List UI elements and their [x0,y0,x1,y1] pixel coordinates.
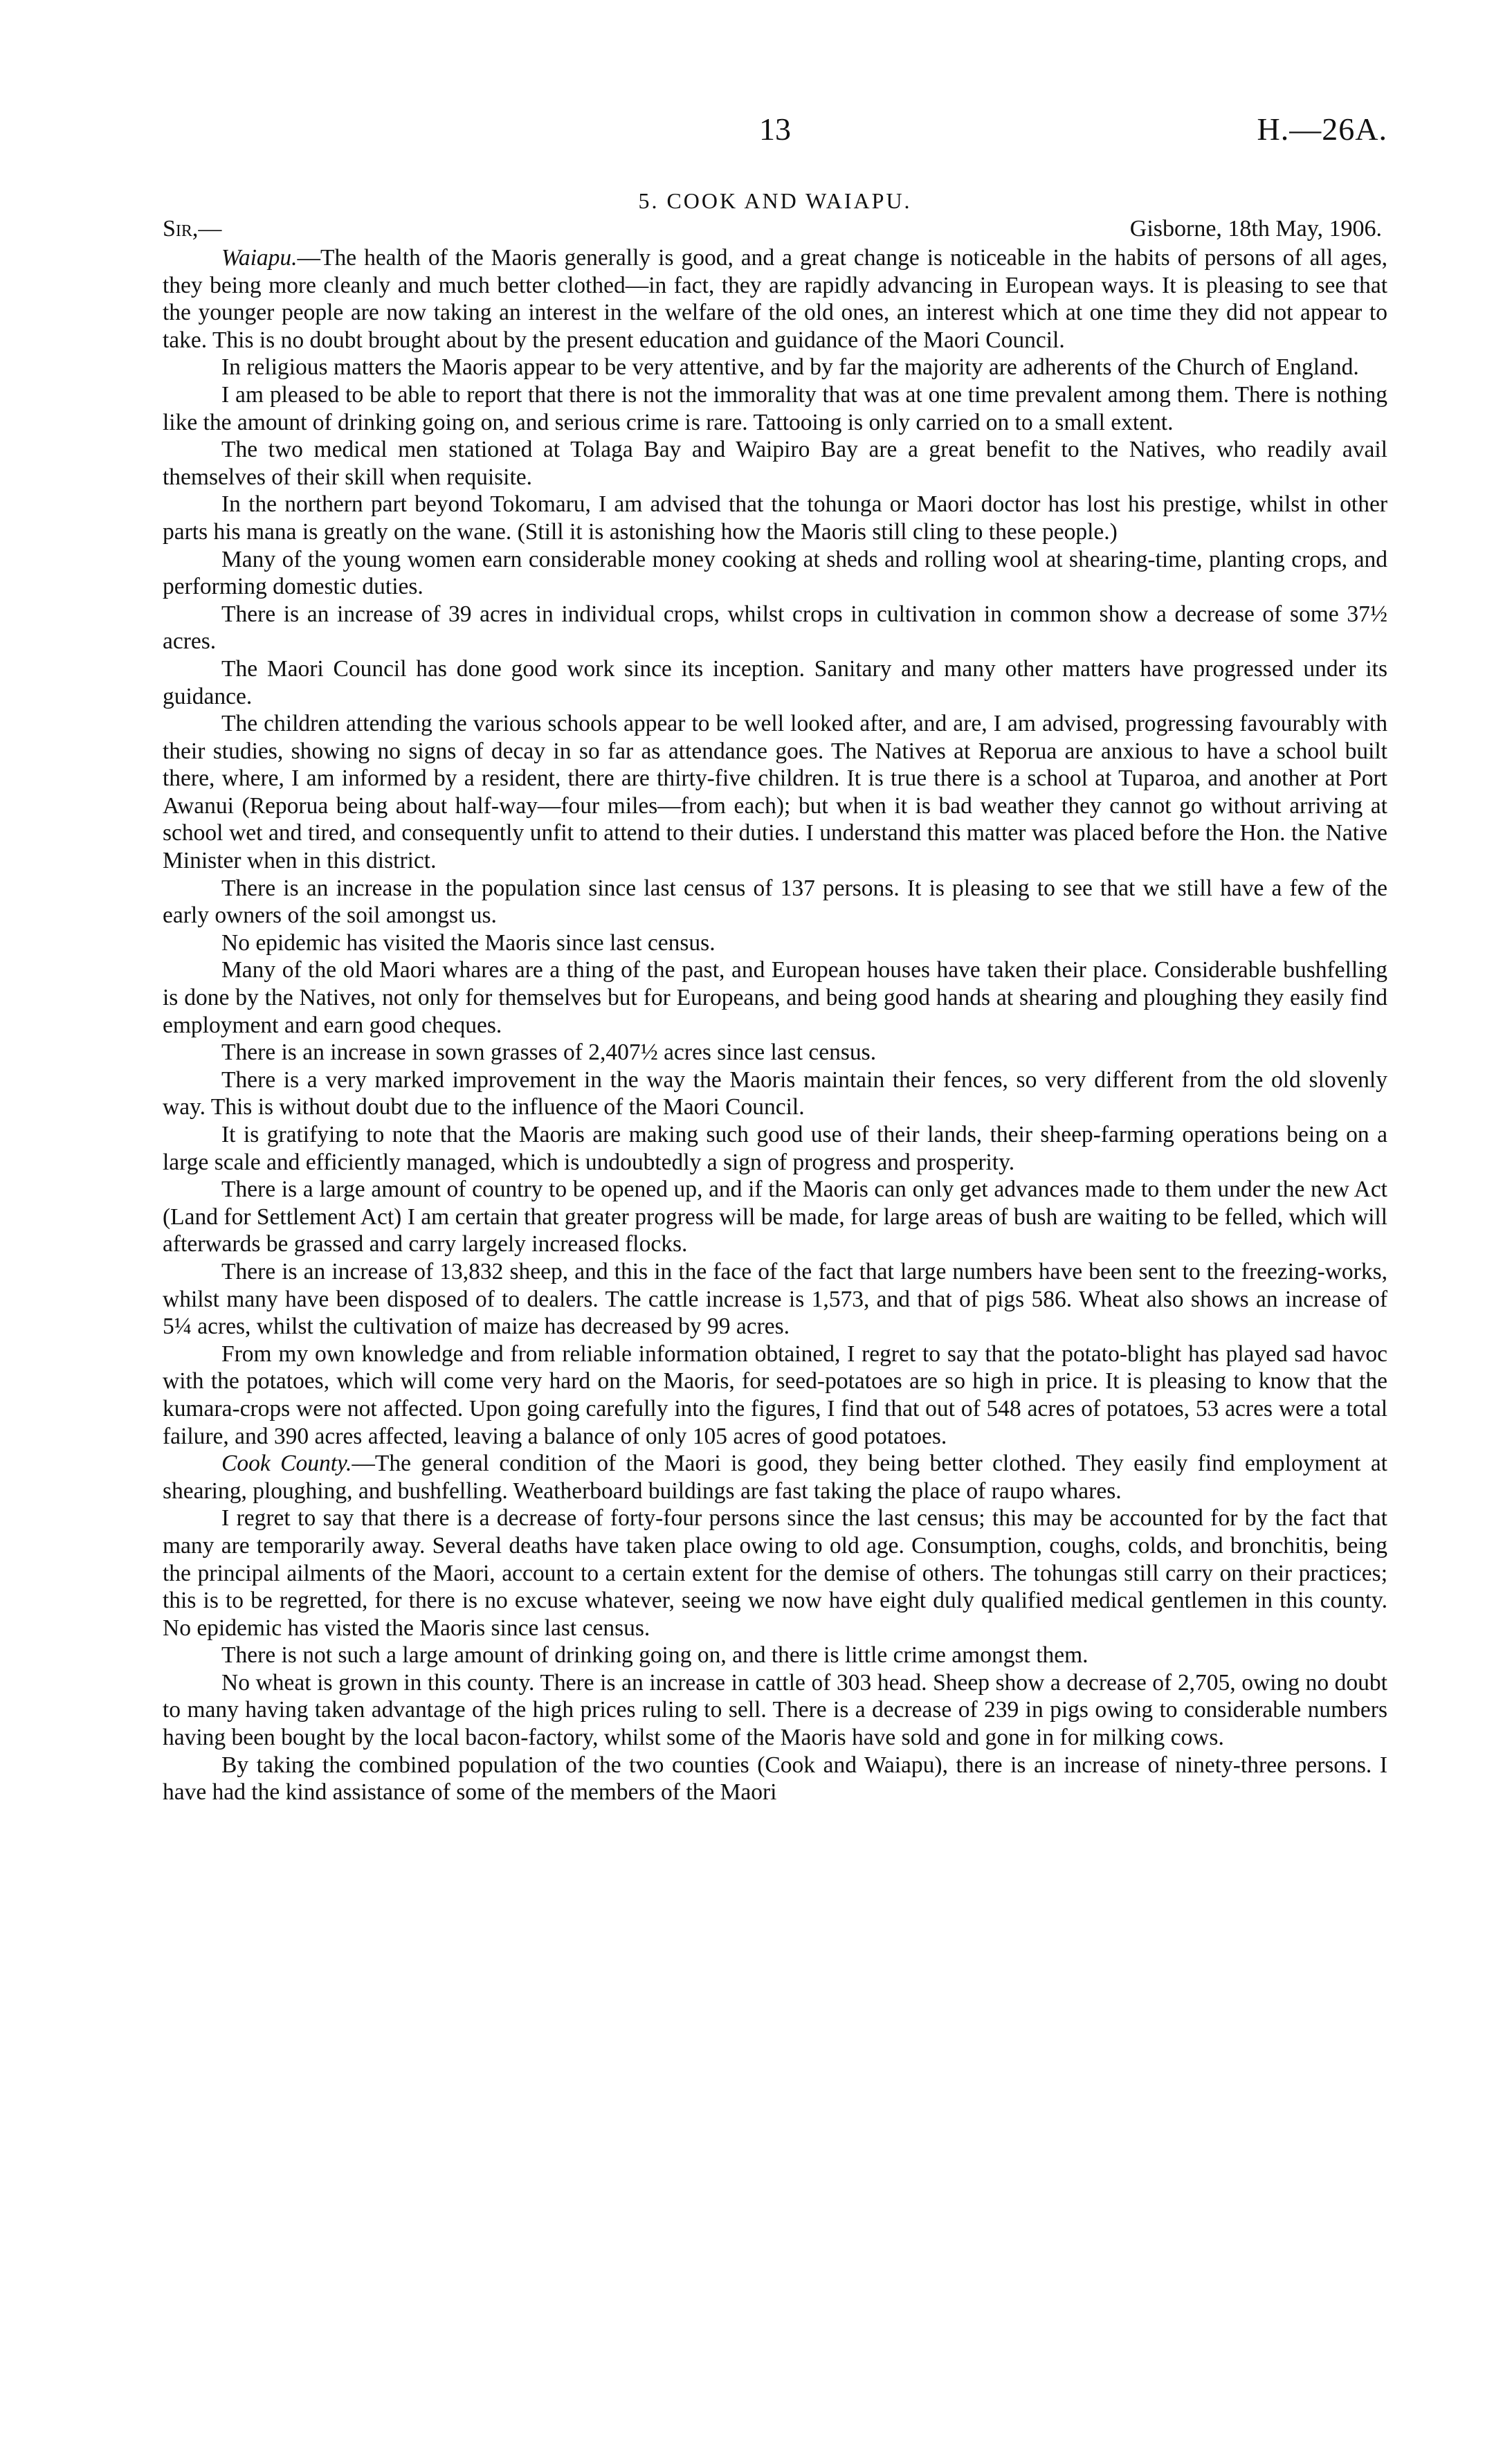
page-number: 13 [759,111,791,147]
body-paragraph [163,929,1387,957]
body-paragraph [163,1176,1387,1258]
paragraph-text: From my own knowledge and from reliable information obtained, I regret to say that the potato-blight has played sad havoc with the potatoes, which will come very hard on the Maoris, for seed-potatoes are so high in price. It is pleasing to know that the kumara-crops were not affected. Upon going carefully into the figures, I find that out of 548 acres of potatoes, 53 acres were a total failure, and 390 acres affected, leaving a balance of only 105 acres of good potatoes. [163,1341,1387,1449]
paragraph-lead: Cook County. [221,1451,352,1477]
paragraph-text: —The health of the Maoris generally is good, and a great change is noticeable in the habits of persons of all ages, they being more cleanly and much better clothed—in fact, they are rapidly advancing in European ways. It is pleasing to see that the younger people are now taking an interest in the welfare of the old ones, an interest which at one time they did not appear to take. This is no doubt brought about by the present education and guidance of the Maori Council. [163,245,1387,353]
page-header [163,111,1387,152]
paragraph-text: Many of the old Maori whares are a thing of the past, and European houses have taken their place. Considerable bushfelling is done by the Natives, not only for themselves but for Europeans, and being good hands at shearing and ploughing they easily find employment and earn good cheques. [163,957,1387,1038]
body-paragraph [163,1505,1387,1642]
body-paragraph [163,1642,1387,1669]
body-paragraph [163,244,1387,354]
body-paragraph [163,875,1387,929]
paragraph-text: There is an increase in the population since last census of 137 persons. It is pleasing to see that we still have a few of the early owners of the soil amongst us. [163,875,1387,929]
body-paragraph [163,1121,1387,1176]
paragraph-text: There is an increase of 13,832 sheep, and this in the face of the fact that large numbers have been sent to the freezing-works, whilst many have been disposed of to dealers. The cattle increase is 1,573, and that of pigs 586. Wheat also shows an increase of 5¼ acres, whilst the cultivation of maize has decreased by 99 acres. [163,1258,1387,1340]
paragraph-lead: Waiapu. [221,245,298,271]
body-paragraph [163,956,1387,1039]
body-paragraph [163,1450,1387,1505]
paragraph-text: The two medical men stationed at Tolaga Bay and Waipiro Bay are a great benefit to the Natives, who readily avail themselves of their skill when requisite. [163,437,1387,490]
paragraph-text: —The general condition of the Maori is good, they being better clothed. They easily find employment at shearing, ploughing, and bushfelling. Weatherboard buildings are fast taking the place of raupo whares. [163,1451,1387,1504]
body-paragraph [163,1066,1387,1121]
paragraph-text: In the northern part beyond Tokomaru, I am advised that the tohunga or Maori doctor has lost his prestige, whilst in other parts his mana is greatly on the wane. (Still it is astonishing how the Maoris still cling to these people.) [163,491,1387,545]
body-paragraph [163,710,1387,875]
body-paragraph [163,655,1387,710]
body-paragraph [163,381,1387,436]
paragraph-text: In religious matters the Maoris appear to be very attentive, and by far the majority are adherents of the Church of England. [221,354,1359,381]
paragraph-text: No epidemic has visited the Maoris since last census. [221,929,716,956]
place-date: Gisborne, 18th May, 1906. [1129,216,1382,242]
body-paragraph [163,491,1387,545]
paragraph-text: There is an increase of 39 acres in individual crops, whilst crops in cultivation in common show a decrease of some 37½ acres. [163,601,1387,655]
body-paragraph [163,354,1387,381]
paragraph-text: There is a large amount of country to be opened up, and if the Maoris can only get advances made to them under the new Act (Land for Settlement Act) I am certain that greater progress will be made, for large areas of bush are waiting to be felled, which will afterwards be grassed and carry largely increased flocks. [163,1177,1387,1257]
report-body [163,244,1387,1806]
paragraph-text: The Maori Council has done good work since its inception. Sanitary and many other matters have progressed under its guidance. [163,655,1387,709]
salutation-line [163,216,1387,245]
body-paragraph [163,436,1387,491]
paragraph-text: No wheat is grown in this county. There is an increase in cattle of 303 head. Sheep show a decrease of 2,705, owing no doubt to many having taken advantage of the high prices ruling to sell. There is a decrease of 239 in pigs owing to considerable numbers having been bought by the local bacon-factory, whilst some of the Maoris have sold and gone in for milking cows. [163,1669,1387,1751]
body-paragraph [163,1341,1387,1450]
paragraph-text: There is not such a large amount of drinking going on, and there is little crime amongst them. [221,1642,1089,1669]
paragraph-text: There is an increase in sown grasses of 2,407½ acres since last census. [221,1039,877,1066]
body-paragraph [163,546,1387,601]
paragraph-text: Many of the young women earn considerable money cooking at sheds and rolling wool at shearing-time, planting crops, and performing domestic duties. [163,546,1387,600]
body-paragraph [163,1669,1387,1752]
paragraph-text: I am pleased to be able to report that there is not the immorality that was at one time prevalent among them. There is nothing like the amount of drinking going on, and serious crime is rare. Tattooing is only carried on to a small extent. [163,381,1387,435]
section-title: 5. COOK AND WAIAPU. [638,188,912,213]
body-paragraph [163,1039,1387,1066]
paragraph-text: There is a very marked improvement in the way the Maoris maintain their fences, so very different from the old slovenly way. This is without doubt due to the influence of the Maori Council. [163,1066,1387,1120]
body-paragraph [163,601,1387,655]
paragraph-text: The children attending the various schools appear to be well looked after, and are, I am advised, progressing favourably with their studies, showing no signs of decay in so far as attendance goes. The Natives at Reporua are anxious to have a school built there, where, I am informed by a resident, there are thirty-five children. It is true there is a school at Tuparoa, and another at Port Awanui (Reporua being about half-way—four miles—from each); but when it is bad weather they cannot go without arriving at school wet and tired, and consequently unfit to attend to their duties. I understand this matter was placed before the Hon. the Native Minister when in this district. [163,711,1387,874]
paragraph-text: It is gratifying to note that the Maoris are making such good use of their lands, their sheep-farming operations being on a large scale and efficiently managed, which is undoubtedly a sign of progress and prosperity. [163,1122,1387,1175]
body-paragraph [163,1752,1387,1806]
paragraph-text: I regret to say that there is a decrease of forty-four persons since the last census; this may be accounted for by the fact that many are temporarily away. Several deaths have taken place owing to old age. Consumption, coughs, colds, and bronchitis, being the principal ailments of the Maori, account to a certain extent for the demise of others. The tohungas still carry on their practices; this is to be regretted, for there is no excuse whatever, seeing we now have eight duly qualified medical gentlemen in this county. No epidemic has visted the Maoris since last census. [163,1505,1387,1641]
salutation: Sir,— [163,216,222,242]
body-paragraph [163,1258,1387,1341]
document-code: H.—26A. [1257,111,1387,147]
paragraph-text: By taking the combined population of the two counties (Cook and Waiapu), there is an increase of ninety-three persons. I have had the kind assistance of some of the members of the Maori [163,1752,1387,1806]
